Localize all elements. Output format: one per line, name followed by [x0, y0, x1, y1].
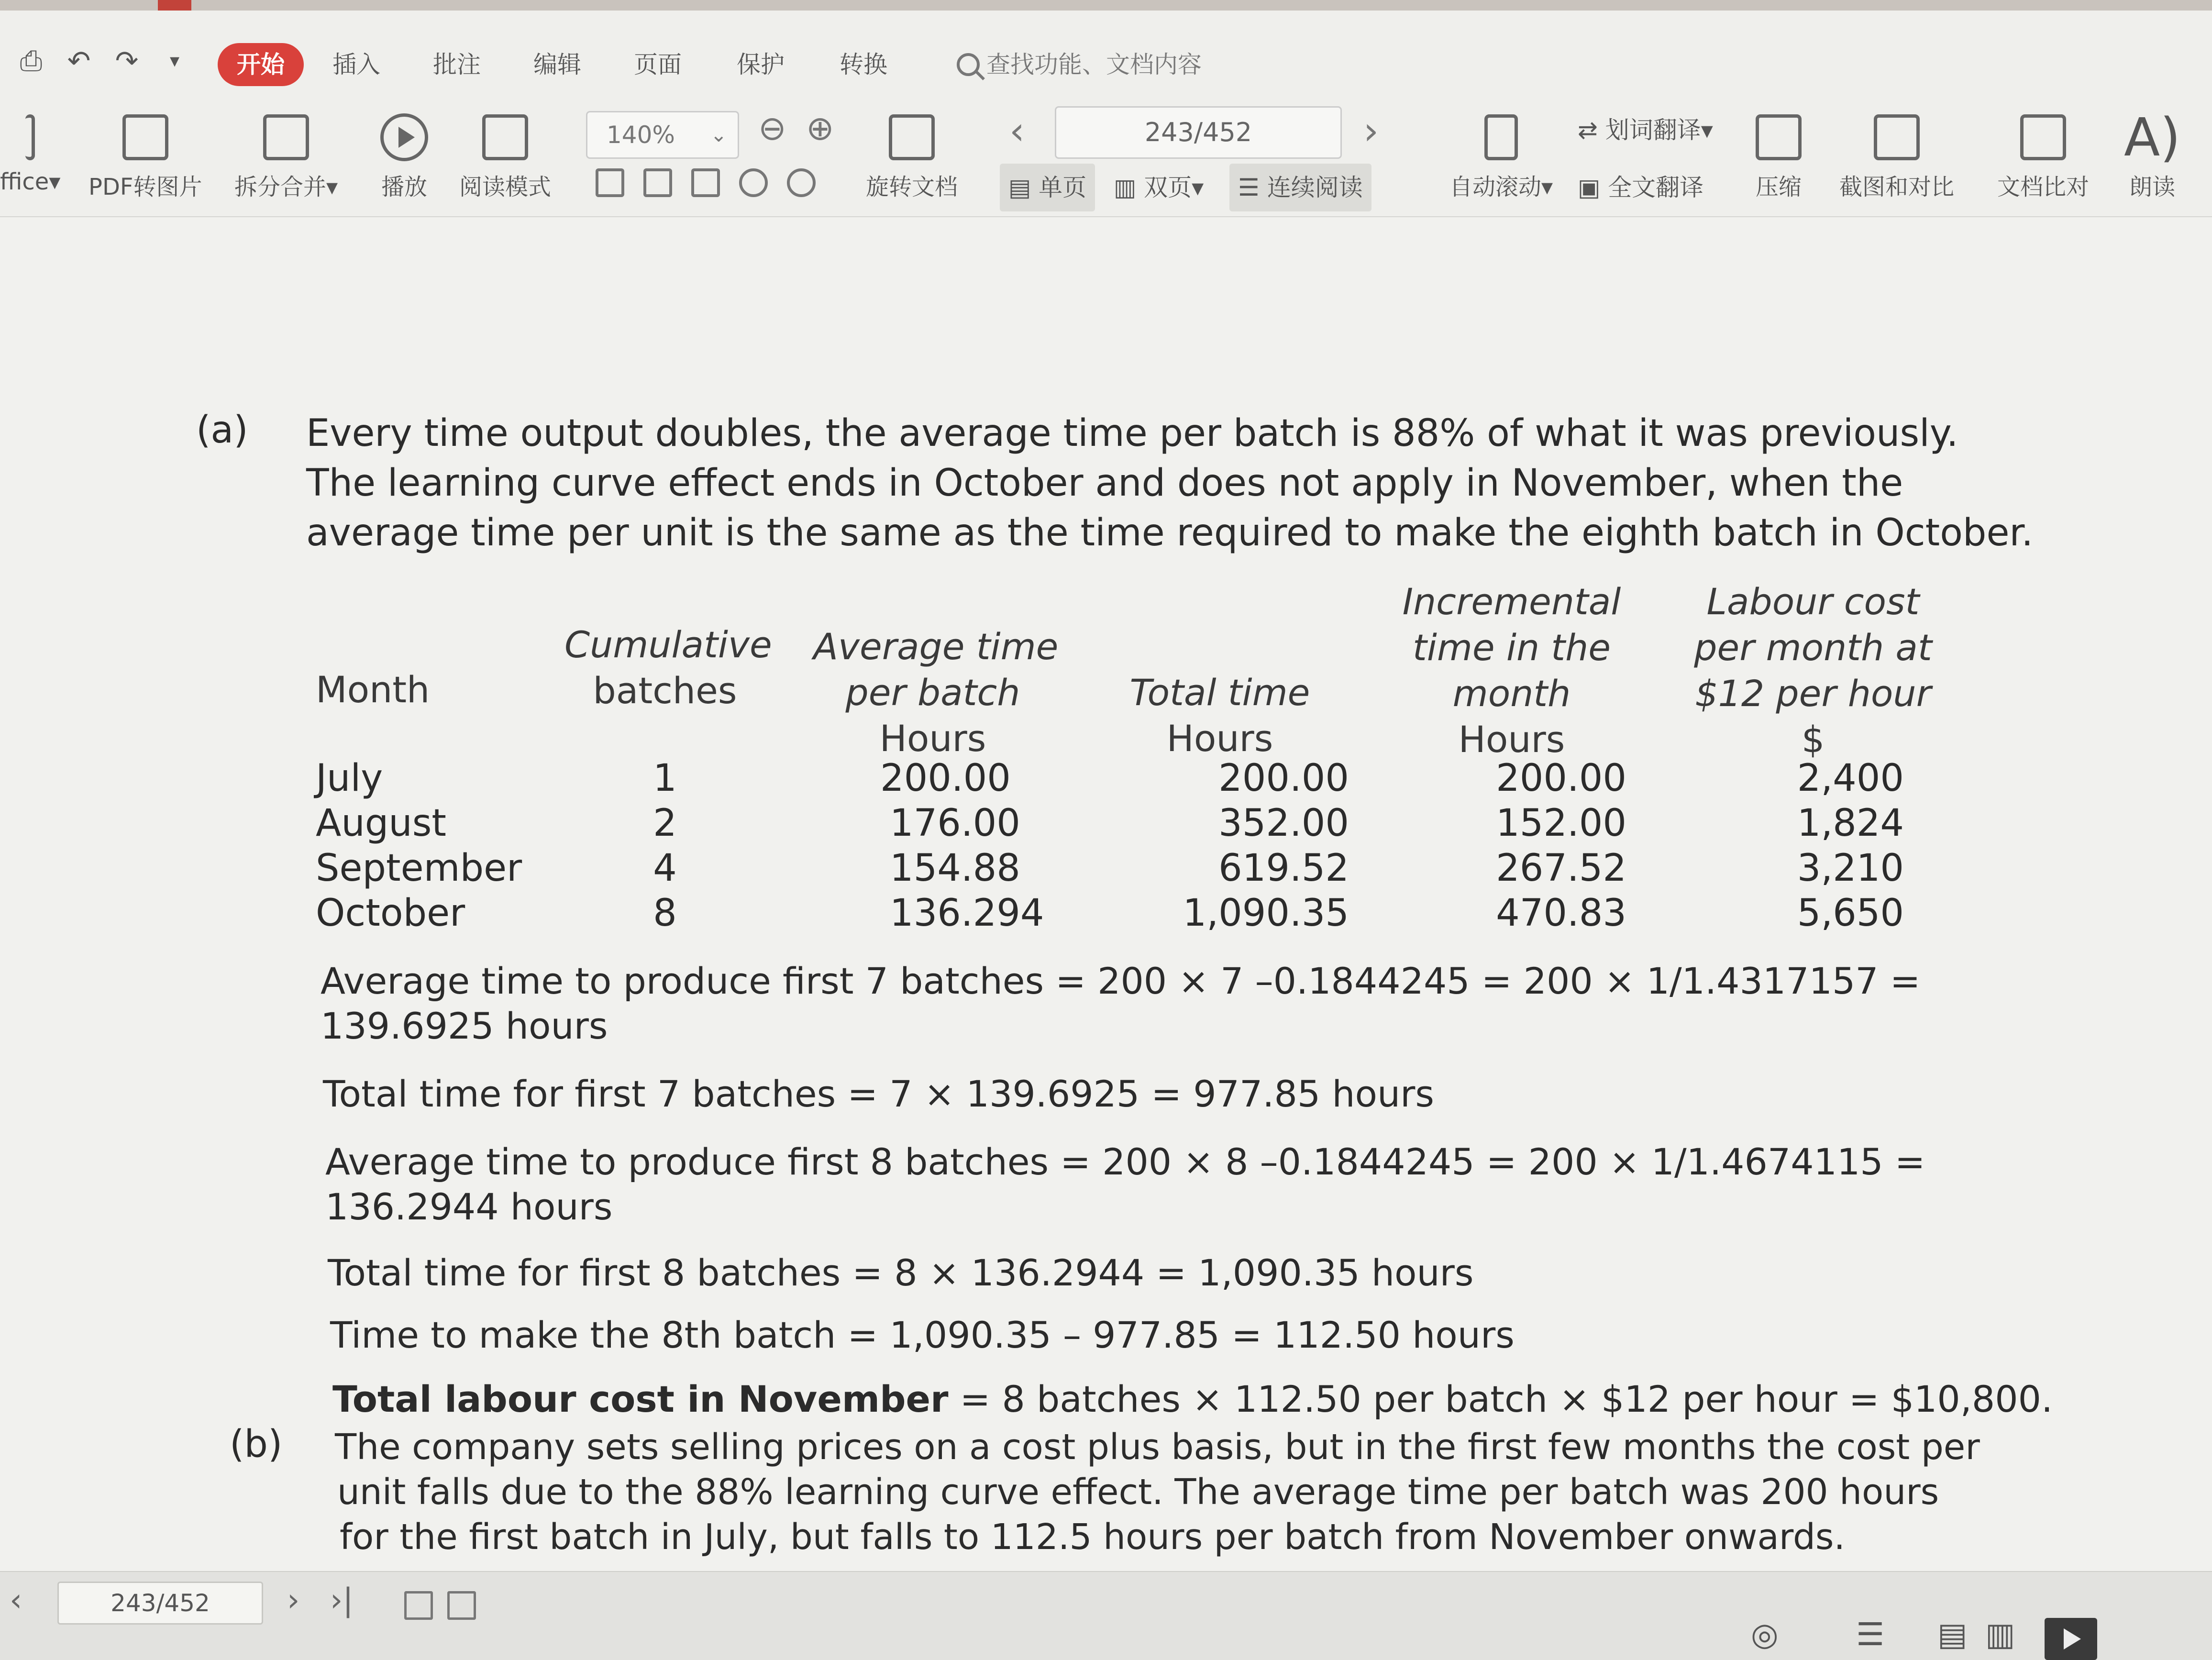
menu-row [0, 30, 2212, 87]
pdf-to-image-button[interactable] [88, 106, 202, 201]
header-cost-l2: per month at [1694, 626, 1932, 669]
zoom-select[interactable] [586, 111, 739, 159]
last-page-icon[interactable]: ›| [330, 1582, 354, 1618]
cell-batches: 8 [653, 892, 677, 935]
continuous-read-label: 连续阅读 [1267, 174, 1363, 201]
single-page-label: 单页 [1039, 174, 1087, 201]
slideshow-play-icon[interactable] [2045, 1618, 2097, 1660]
document-page[interactable] [0, 217, 2212, 1571]
chevron-down-icon: ⌄ [710, 123, 727, 146]
header-cum-l2: batches [593, 669, 737, 712]
single-page-button[interactable]: ▤ 单页 [1000, 164, 1095, 211]
calc-8th-batch: Time to make the 8th batch = 1,090.35 – 977.85 = 112.50 hours [330, 1314, 1515, 1356]
search-input[interactable] [957, 43, 1202, 86]
rotate-doc-button[interactable] [866, 106, 958, 201]
auto-scroll-label: 自动滚动 [1449, 174, 1542, 200]
cell-labour-cost: 5,650 [1797, 892, 1904, 935]
part-b-line-1: The company sets selling prices on a cost plus basis, but in the first few months the cost per [335, 1427, 1980, 1468]
cell-total-time: 619.52 [1218, 847, 1349, 890]
doc-compare-label: 文档比对 [1997, 174, 2090, 200]
part-b-line-2: unit falls due to the 88% learning curve effect. The average time per batch was 200 hours [337, 1472, 1939, 1513]
window-title-strip [0, 0, 2212, 11]
cell-labour-cost: 3,210 [1797, 847, 1904, 890]
cell-month: September [316, 847, 522, 890]
calc-total-first-7: Total time for first 7 batches = 7 × 139.6925 = 977.85 hours [323, 1073, 1435, 1115]
eye-protection-icon[interactable]: ◎ [1751, 1616, 1779, 1653]
header-month: Month [316, 668, 430, 711]
cell-total-time: 352.00 [1218, 802, 1349, 845]
ribbon [0, 11, 2212, 217]
tab-page[interactable]: 页面 [634, 51, 682, 78]
calc-november-cost [332, 1377, 2053, 1422]
part-b-marker: (b) [230, 1423, 283, 1466]
cell-total-time: 1,090.35 [1183, 892, 1349, 935]
auto-scroll-icon [1484, 114, 1518, 160]
rotate-doc-label: 旋转文档 [866, 174, 958, 200]
document-tab-indicator[interactable] [158, 0, 191, 11]
header-cumulative-batches [564, 622, 772, 714]
book-icon [482, 114, 528, 160]
play-button[interactable] [380, 106, 428, 201]
prev-page-icon[interactable]: ‹ [1009, 109, 1025, 153]
search-placeholder: 查找功能、文档内容 [986, 51, 1202, 78]
rotate-left-icon[interactable] [739, 168, 768, 197]
cell-incremental: 200.00 [1496, 757, 1626, 800]
split-merge-label: 拆分合并 [234, 174, 327, 200]
single-view-icon[interactable]: ▤ [1937, 1616, 1968, 1653]
header-cost-l4: $ [1801, 718, 1825, 761]
full-translate-label: 全文翻译 [1608, 174, 1704, 201]
split-merge-icon [263, 114, 309, 160]
cell-avg-time: 154.88 [890, 847, 1020, 890]
word-translate-label: 划词翻译 [1605, 116, 1701, 144]
header-average-time [813, 624, 1059, 762]
next-page-icon[interactable]: › [1363, 109, 1379, 153]
cell-incremental: 470.83 [1496, 892, 1626, 935]
status-bar [0, 1571, 2212, 1660]
double-page-label: 双页 [1144, 174, 1192, 201]
word-translate-button[interactable]: ⇄ 划词翻译▾ [1578, 116, 1713, 144]
cell-month: August [316, 802, 446, 845]
screenshot-icon [1874, 114, 1920, 160]
header-cost-l3: $12 per hour [1695, 672, 1931, 715]
read-mode-button[interactable] [459, 106, 551, 201]
calc-avg-first-8-line1: Average time to produce first 8 batches = 200 × 8 –0.1844245 = 200 × 1/1.4674115 = [325, 1140, 1925, 1183]
calc-november-cost-label: Total labour cost in November [332, 1378, 949, 1420]
calc-total-first-8: Total time for first 8 batches = 8 × 136.2944 = 1,090.35 hours [328, 1251, 1474, 1294]
cell-total-time: 200.00 [1218, 757, 1349, 800]
undo-icon[interactable]: ↶ [67, 44, 91, 77]
tab-home[interactable]: 开始 [218, 43, 304, 86]
tab-edit[interactable]: 编辑 [533, 51, 581, 78]
cell-month: October [316, 892, 465, 935]
zoom-value: 140% [607, 121, 675, 149]
part-a-line-1: Every time output doubles, the average time per batch is 88% of what it was previously. [306, 412, 1958, 455]
header-avg-l2: per batch [845, 671, 1020, 714]
header-total-time [1115, 670, 1325, 762]
calc-avg-first-7-line2: 139.6925 hours [321, 1005, 608, 1047]
cell-batches: 4 [653, 847, 677, 890]
header-incr-l1: Incremental [1402, 580, 1621, 623]
cell-incremental: 267.52 [1496, 847, 1626, 890]
header-cost-l1: Labour cost [1706, 580, 1920, 623]
tab-convert[interactable]: 转换 [840, 51, 887, 78]
print-icon[interactable]: ⎙ [20, 44, 43, 77]
tab-annotate[interactable]: 批注 [433, 51, 481, 78]
screenshot-compare-label: 截图和对比 [1839, 174, 1955, 200]
cell-avg-time: 200.00 [880, 757, 1011, 800]
calc-avg-first-7-line1: Average time to produce first 7 batches = 200 × 7 –0.1844245 = 200 × 1/1.4317157 = [321, 960, 1921, 1002]
rotate-doc-icon [889, 114, 935, 160]
back-icon[interactable] [404, 1591, 433, 1620]
read-aloud-icon: A) [2124, 107, 2181, 168]
office-label: ffice [0, 168, 49, 195]
rotate-right-icon[interactable] [787, 168, 816, 197]
cell-labour-cost: 1,824 [1797, 802, 1904, 845]
cell-labour-cost: 2,400 [1797, 757, 1904, 800]
split-merge-button[interactable]: 拆分合并▾ [234, 106, 338, 201]
header-avg-l3: Hours [879, 717, 986, 760]
redo-icon[interactable]: ↷ [115, 44, 139, 77]
cell-month: July [316, 757, 383, 800]
compress-icon [1756, 114, 1802, 160]
header-avg-l1: Average time [813, 625, 1059, 668]
compress-button[interactable] [1756, 106, 1802, 201]
cell-avg-time: 136.294 [890, 892, 1044, 935]
header-total-l2: Hours [1166, 717, 1273, 760]
double-view-icon[interactable]: ▥ [1985, 1616, 2015, 1653]
zoom-out-icon[interactable]: ⊖ [758, 109, 786, 148]
part-a-marker: (a) [196, 409, 248, 452]
part-a-line-3: average time per unit is the same as the time required to make the eighth batch in October. [306, 511, 2034, 554]
status-page-input[interactable]: 243/452 [57, 1582, 263, 1625]
cell-avg-time: 176.00 [890, 802, 1020, 845]
tab-protect[interactable]: 保护 [737, 51, 785, 78]
calc-avg-first-8-line2: 136.2944 hours [325, 1185, 613, 1228]
full-translate-button[interactable]: ▣ 全文翻译 [1578, 174, 1704, 201]
play-icon [380, 113, 428, 161]
next-page-icon[interactable]: › [287, 1582, 300, 1618]
customize-dropdown-icon[interactable]: ▾ [169, 50, 180, 72]
header-cum-l1: Cumulative [564, 623, 772, 666]
part-b-line-3: for the first batch in July, but falls to 112.5 hours per batch from November onwards. [340, 1516, 1845, 1558]
play-label: 播放 [381, 174, 427, 200]
read-mode-label: 阅读模式 [459, 174, 552, 200]
doc-compare-button[interactable] [1997, 106, 2089, 201]
header-incremental [1397, 579, 1626, 763]
fit-width-icon[interactable] [691, 168, 720, 197]
image-icon [122, 114, 168, 160]
doc-compare-icon [2020, 114, 2066, 160]
screenshot-compare-button[interactable] [1839, 106, 1954, 201]
pdf-to-image-label: PDF转图片 [88, 174, 202, 200]
forward-icon[interactable] [447, 1591, 476, 1620]
office-button[interactable]: ffice▾ [0, 106, 60, 195]
cell-batches: 2 [653, 802, 677, 845]
header-total-l1: Total time [1129, 671, 1310, 714]
compress-label: 压缩 [1756, 174, 1802, 200]
prev-page-icon[interactable]: ‹ [10, 1582, 22, 1618]
fit-page-icon[interactable] [643, 168, 672, 197]
part-a-line-2: The learning curve effect ends in October and does not apply in November, when the [306, 462, 1903, 505]
calc-november-cost-value: = 8 batches × 112.50 per batch × $12 per hour = $10,800. [948, 1378, 2053, 1420]
actual-size-icon[interactable] [596, 168, 624, 197]
continuous-view-icon[interactable]: ☰ [1856, 1616, 1885, 1653]
continuous-read-button[interactable]: ☰ 连续阅读 [1229, 164, 1371, 211]
search-icon [957, 53, 980, 76]
tab-insert[interactable]: 插入 [332, 51, 380, 78]
header-labour-cost [1684, 579, 1942, 763]
double-page-button[interactable]: ▥ 双页▾ [1114, 174, 1204, 201]
header-incr-l2: time in the [1412, 626, 1611, 669]
cell-incremental: 152.00 [1496, 802, 1626, 845]
read-aloud-button[interactable] [2124, 106, 2180, 201]
header-incr-l4: Hours [1458, 718, 1565, 761]
auto-scroll-button[interactable]: 自动滚动▾ [1449, 106, 1553, 201]
header-incr-l3: month [1452, 672, 1571, 715]
page-number-input[interactable]: 243/452 [1055, 106, 1342, 159]
cell-batches: 1 [653, 757, 677, 800]
read-aloud-label: 朗读 [2129, 174, 2176, 200]
zoom-in-icon[interactable]: ⊕ [806, 109, 834, 148]
